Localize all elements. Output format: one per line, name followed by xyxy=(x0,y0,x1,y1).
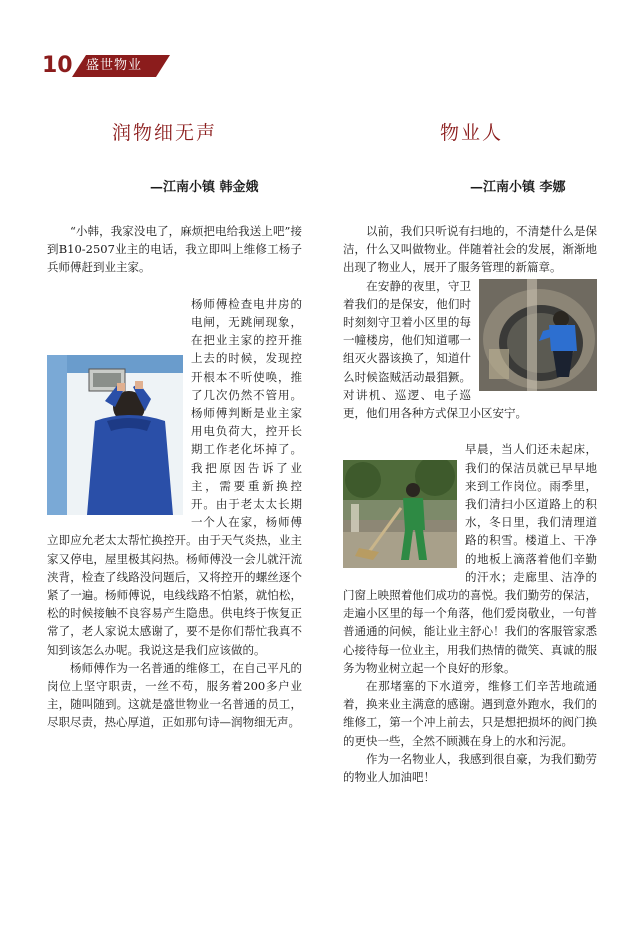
left-article-photo xyxy=(47,355,183,515)
left-article-byline: —江南小镇 韩金娥 xyxy=(150,180,259,195)
left-paragraph-1: “小韩，我家没电了，麻烦把电给我送上吧”接到B10-2507业主的电话，我立即叫上维修工杨子兵师傅赶到业主家。 xyxy=(47,224,302,275)
right-article-photo-security xyxy=(479,279,597,391)
left-article-title: 润物细无声 xyxy=(112,122,218,144)
right-paragraph-3: 早晨，当人们还未起床，我们的保洁员就已早早地来到工作岗位。雨季里，我们清扫小区道路上的积水，冬日里，我们清理道路的积雪。楼道上、干净的地板上滴落着他们辛勤的汗水；走廊里、洁净的门窗上映照着他们成功的喜悦。我们勤劳的保洁，走遍小区里的每一个角落，他们爱岗敬业，一句普普通通的问候，能让业主舒心！我们的客服管家悉心接待每一位业主，用我们热情的微笑、真诚的服务为物业树立起一个良好的形象。 xyxy=(343,442,597,675)
page-number: 10 xyxy=(42,53,73,78)
right-paragraph-1: 以前，我们只听说有扫地的，不清楚什么是保洁，什么又叫做物业。伴随着社会的发展，渐渐地出现了物业人，展开了服务管理的新篇章。 xyxy=(343,224,597,275)
cleaner-sweeping-icon xyxy=(343,460,457,568)
electrician-repair-icon xyxy=(47,355,183,515)
section-tag-label: 盛世物业 xyxy=(86,58,143,73)
left-paragraph-2: 杨师傅检查电井房的电闸，无跳闸现象，在把业主家的控开推上去的时候，发现控开根本不听使唤，推了几次仍然不管用。杨师傅判断是业主家用电负荷大，控开长期工作老化坏掉了。我把原因告诉了业主，需要重新换控开。由于老太太长期一个人在家，杨师傅立即应允老太太帮忙换控开。由于天气炎热，业主家又停电，屋里极其闷热。杨师傅没一会儿就汗流浃背，检查了线路没问题后，又将控开的螺丝逐个紧了一遍。杨师傅说，电线线路不怕紧，就怕松，松的时候接触不良容易产生隐患。供电终于恢复正常了，老人家说太感谢了，要不是你们帮忙我真不知到该怎么办呢。我说这是我们应该做的。 xyxy=(47,296,302,657)
right-paragraph-3-wrap xyxy=(343,422,597,440)
right-article-title: 物业人 xyxy=(440,122,504,144)
right-paragraph-5: 作为一名物业人，我感到很自豪，为我们勤劳的物业人加油吧！ xyxy=(343,751,597,785)
security-guard-icon xyxy=(479,279,597,391)
left-paragraph-2-wrap xyxy=(47,277,302,295)
right-article-body xyxy=(343,222,597,786)
right-article-byline: —江南小镇 李娜 xyxy=(470,180,566,195)
left-article-body xyxy=(47,222,302,732)
right-article-photo-cleaner xyxy=(343,460,457,568)
right-paragraph-2: 在安静的夜里，守卫着我们的是保安，他们时时刻刻守卫着小区里的每一幢楼房，他们知道哪一组灭火器该换了，知道什么时候盗贼活动最猖獗。对讲机、巡逻、电子巡更，他们用各种方式保卫小区安宁。 xyxy=(343,278,527,421)
left-paragraph-3: 杨师傅作为一名普通的维修工，在自己平凡的岗位上坚守职责，一丝不苟，服务着200多户业主，随叫随到。这就是盛世物业一名普通的员工，尽职尽责，热心厚道，正如那句诗—润物细无声。 xyxy=(47,660,302,730)
right-paragraph-4: 在那堵塞的下水道旁，维修工们辛苦地疏通着，换来业主满意的感谢。遇到意外跑水，我们的维修工，第一个冲上前去，只是想把损坏的阀门换的更快一些，全然不顾溅在身上的水和污泥。 xyxy=(343,679,597,748)
